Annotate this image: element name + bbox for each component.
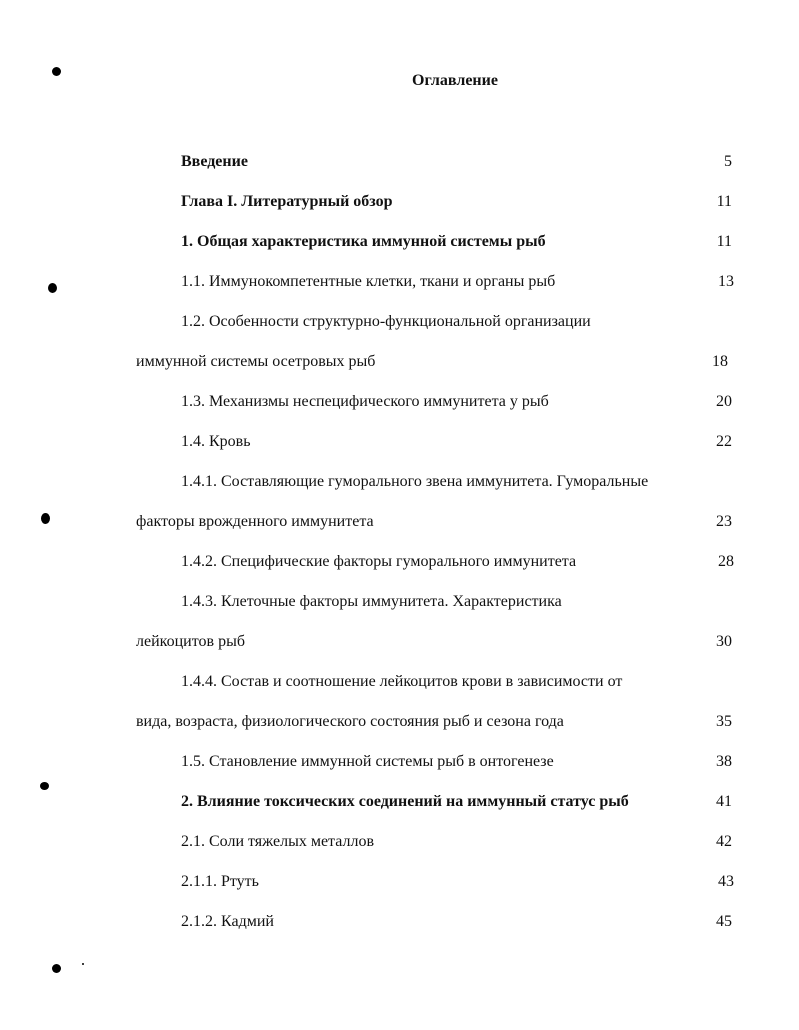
toc-entry: 1.4. Кровь	[181, 433, 251, 450]
toc-entry: 1.4.1. Составляющие гуморального звена иммунитета. Гуморальные	[181, 473, 649, 490]
toc-entry: 2.1. Соли тяжелых металлов	[181, 833, 375, 850]
toc-page-number: 38	[716, 753, 732, 770]
hole-mark	[52, 964, 61, 973]
toc-entry-continuation: иммунной системы осетровых рыб	[136, 353, 376, 370]
hole-mark	[48, 283, 57, 293]
hole-mark	[52, 67, 61, 76]
toc-page-number: 30	[716, 633, 732, 650]
toc-entry: 1.5. Становление иммунной системы рыб в онтогенезе	[181, 753, 554, 770]
toc-entry: 1.4.2. Специфические факторы гуморального иммунитета	[181, 553, 577, 570]
toc-page-number: 18	[712, 353, 728, 370]
toc-entry: 2. Влияние токсических соединений на иммунный статус рыб	[181, 793, 629, 810]
hole-mark	[41, 513, 50, 524]
toc-page-number: 28	[718, 553, 734, 570]
toc-entry: Введение	[181, 153, 248, 170]
toc-page-number: 13	[718, 273, 734, 290]
toc-entry: 2.1.1. Ртуть	[181, 873, 259, 890]
toc-page-number: 11	[716, 233, 732, 250]
dust-speck	[82, 963, 84, 965]
toc-page-number: 42	[716, 833, 732, 850]
toc-page-number: 45	[716, 913, 732, 930]
toc-entry: 1.2. Особенности структурно-функциональной организации	[181, 313, 591, 330]
toc-entry-continuation: факторы врожденного иммунитета	[136, 513, 374, 530]
toc-page-number: 43	[718, 873, 734, 890]
toc-entry: 1. Общая характеристика иммунной системы рыб	[181, 233, 546, 250]
toc-entry: 1.4.4. Состав и соотношение лейкоцитов крови в зависимости от	[181, 673, 623, 690]
toc-page-number: 23	[716, 513, 732, 530]
toc-page-number: 20	[716, 393, 732, 410]
toc-entry: 1.1. Иммунокомпетентные клетки, ткани и органы рыб	[181, 273, 556, 290]
toc-entry: 1.3. Механизмы неспецифического иммунитета у рыб	[181, 393, 549, 410]
page-title: Оглавление	[412, 72, 498, 89]
toc-entry: 2.1.2. Кадмий	[181, 913, 274, 930]
toc-page-number: 35	[716, 713, 732, 730]
toc-entry: 1.4.3. Клеточные факторы иммунитета. Характеристика	[181, 593, 562, 610]
toc-entry-continuation: лейкоцитов рыб	[136, 633, 245, 650]
toc-page-number: 5	[724, 153, 732, 170]
toc-entry: Глава I. Литературный обзор	[181, 193, 393, 210]
toc-entry-continuation: вида, возраста, физиологического состояния рыб и сезона года	[136, 713, 564, 730]
hole-mark	[40, 782, 49, 790]
toc-page-number: 11	[716, 193, 732, 210]
toc-page-number: 41	[716, 793, 732, 810]
toc-page-number: 22	[716, 433, 732, 450]
